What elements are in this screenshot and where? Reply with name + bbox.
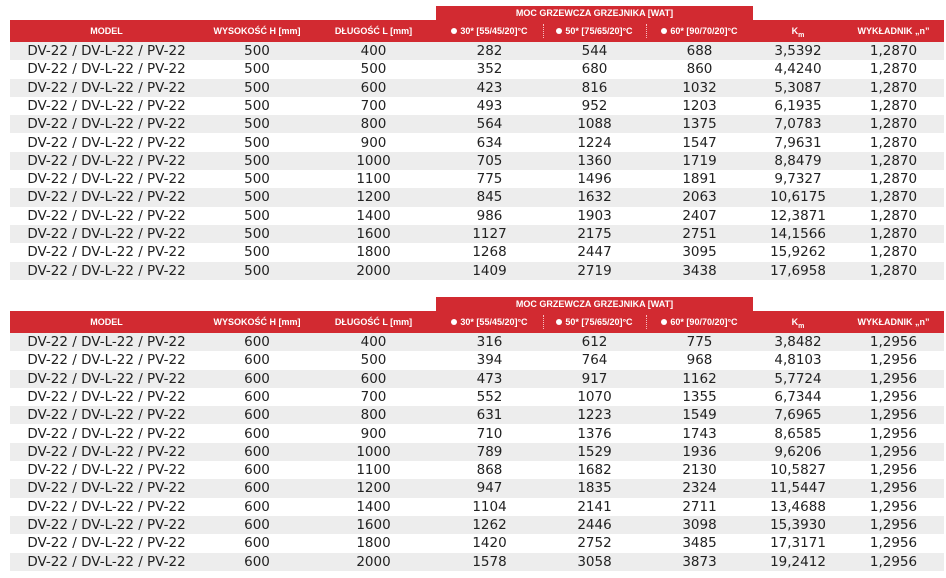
cell-length: 700 xyxy=(360,97,387,114)
cell-height: 500 xyxy=(244,134,270,151)
cell-km: 5,7724 xyxy=(774,370,822,387)
col-model-header: MODEL xyxy=(90,26,123,36)
table-row xyxy=(10,370,944,388)
cell-exponent: 1,2956 xyxy=(869,553,918,570)
cell-power60: 775 xyxy=(686,334,713,350)
bullet-icon xyxy=(556,28,562,34)
cell-km: 7,0783 xyxy=(774,116,822,133)
col-power50-label: 50* [75/65/20]°C xyxy=(565,317,633,327)
radiator-table-600 xyxy=(10,297,944,572)
cell-power30: 1578 xyxy=(472,553,507,570)
cell-exponent: 1,2870 xyxy=(869,189,918,206)
cell-power30: 394 xyxy=(476,352,503,369)
cell-length: 1600 xyxy=(356,517,391,533)
cell-km: 15,3930 xyxy=(770,517,826,533)
cell-power60: 1549 xyxy=(682,407,717,424)
cell-km: 17,6958 xyxy=(770,262,826,279)
table-row xyxy=(10,498,944,516)
cell-power50: 1682 xyxy=(577,462,612,479)
cell-exponent: 1,2956 xyxy=(869,388,918,405)
cell-height: 500 xyxy=(244,171,270,188)
cell-power30: 1262 xyxy=(472,517,507,533)
cell-km: 10,5827 xyxy=(770,462,826,479)
table-row xyxy=(10,42,944,60)
table-row xyxy=(10,406,944,424)
cell-length: 500 xyxy=(360,61,387,78)
cell-power60: 1203 xyxy=(682,97,717,114)
cell-length: 1600 xyxy=(356,226,391,242)
col-height-header: WYSOKOŚĆ H [mm] xyxy=(213,317,301,327)
cell-model: DV-22 / DV-L-22 / PV-22 xyxy=(27,480,186,497)
cell-power30: 1409 xyxy=(472,262,507,279)
col-km-header xyxy=(753,311,843,333)
cell-exponent: 1,2956 xyxy=(869,370,918,387)
cell-exponent: 1,2870 xyxy=(869,226,918,242)
cell-height: 600 xyxy=(244,553,270,570)
cell-length: 1400 xyxy=(356,498,391,515)
cell-model: DV-22 / DV-L-22 / PV-22 xyxy=(27,334,186,350)
cell-height: 600 xyxy=(244,352,270,369)
bullet-icon xyxy=(451,319,457,325)
table-row xyxy=(10,225,944,243)
table-row xyxy=(10,425,944,443)
cell-exponent: 1,2870 xyxy=(869,134,918,151)
col-power50-header xyxy=(543,311,646,333)
cell-exponent: 1,2870 xyxy=(869,207,918,224)
cell-km: 8,6585 xyxy=(774,425,822,442)
cell-model: DV-22 / DV-L-22 / PV-22 xyxy=(27,152,186,169)
cell-height: 600 xyxy=(244,443,270,460)
col-height-header: WYSOKOŚĆ H [mm] xyxy=(213,26,301,36)
cell-model: DV-22 / DV-L-22 / PV-22 xyxy=(27,407,186,424)
cell-power50: 1835 xyxy=(577,480,612,497)
cell-power60: 3873 xyxy=(682,553,717,570)
bullet-icon xyxy=(451,28,457,34)
cell-power50: 1632 xyxy=(577,189,612,206)
cell-height: 500 xyxy=(244,262,270,279)
cell-length: 2000 xyxy=(356,262,391,279)
table-header xyxy=(10,311,944,333)
cell-height: 500 xyxy=(244,43,270,59)
cell-length: 700 xyxy=(360,388,387,405)
cell-exponent: 1,2956 xyxy=(869,517,918,533)
cell-power50: 2719 xyxy=(577,262,612,279)
cell-power60: 1547 xyxy=(682,134,717,151)
table-row xyxy=(10,188,944,206)
cell-power60: 968 xyxy=(686,352,713,369)
radiator-table-500 xyxy=(10,6,944,279)
cell-height: 600 xyxy=(244,462,270,479)
table-header xyxy=(10,20,944,42)
cell-power60: 3095 xyxy=(682,244,717,261)
table-row xyxy=(10,60,944,78)
cell-power60: 3485 xyxy=(682,535,717,552)
cell-power50: 1088 xyxy=(577,116,612,133)
bullet-icon xyxy=(556,319,562,325)
cell-exponent: 1,2956 xyxy=(869,352,918,369)
table-row xyxy=(10,479,944,497)
col-model-header: MODEL xyxy=(90,317,123,327)
table-row xyxy=(10,388,944,406)
cell-length: 1400 xyxy=(356,207,391,224)
cell-length: 1100 xyxy=(356,171,391,188)
cell-height: 500 xyxy=(244,189,270,206)
cell-model: DV-22 / DV-L-22 / PV-22 xyxy=(27,352,186,369)
cell-power30: 1420 xyxy=(472,535,507,552)
cell-height: 600 xyxy=(244,480,270,497)
cell-height: 600 xyxy=(244,535,270,552)
col-power30-header xyxy=(436,20,543,42)
cell-length: 400 xyxy=(360,43,387,59)
cell-model: DV-22 / DV-L-22 / PV-22 xyxy=(27,517,186,533)
cell-km: 4,8103 xyxy=(774,352,822,369)
col-power60-label: 60* [90/70/20]°C xyxy=(670,26,738,36)
table-row xyxy=(10,207,944,225)
cell-power30: 423 xyxy=(476,79,503,96)
cell-length: 1800 xyxy=(356,244,391,261)
cell-power50: 1529 xyxy=(577,443,612,460)
bullet-icon xyxy=(661,319,667,325)
cell-length: 900 xyxy=(360,134,387,151)
cell-model: DV-22 / DV-L-22 / PV-22 xyxy=(27,226,186,242)
cell-power30: 282 xyxy=(476,43,503,59)
table-row xyxy=(10,134,944,152)
cell-exponent: 1,2956 xyxy=(869,425,918,442)
cell-exponent: 1,2870 xyxy=(869,171,918,188)
cell-power30: 710 xyxy=(476,425,503,442)
cell-km: 11,5447 xyxy=(770,480,826,497)
cell-height: 500 xyxy=(244,226,270,242)
cell-km: 14,1566 xyxy=(770,226,826,242)
cell-km: 13,4688 xyxy=(770,498,826,515)
cell-exponent: 1,2956 xyxy=(869,334,918,350)
cell-model: DV-22 / DV-L-22 / PV-22 xyxy=(27,498,186,515)
power-group-header: MOC GRZEWCZA GRZEJNIKA [WAT] xyxy=(436,297,753,311)
cell-power30: 868 xyxy=(476,462,503,479)
cell-model: DV-22 / DV-L-22 / PV-22 xyxy=(27,244,186,261)
cell-exponent: 1,2870 xyxy=(869,262,918,279)
col-length-header: DŁUGOŚĆ L [mm] xyxy=(334,26,413,36)
cell-power60: 860 xyxy=(686,61,713,78)
cell-length: 1000 xyxy=(356,152,391,169)
cell-model: DV-22 / DV-L-22 / PV-22 xyxy=(27,116,186,133)
cell-power50: 2175 xyxy=(577,226,612,242)
cell-length: 400 xyxy=(360,334,387,350)
cell-km: 7,9631 xyxy=(774,134,822,151)
cell-exponent: 1,2870 xyxy=(869,97,918,114)
cell-power60: 3438 xyxy=(682,262,717,279)
col-exponent-header: WYKŁADNIK „n” xyxy=(857,317,930,327)
cell-length: 800 xyxy=(360,116,387,133)
cell-power50: 2752 xyxy=(577,535,612,552)
cell-length: 500 xyxy=(360,352,387,369)
cell-km: 6,1935 xyxy=(774,97,822,114)
cell-exponent: 1,2956 xyxy=(869,480,918,497)
cell-power60: 1743 xyxy=(682,425,717,442)
cell-power60: 1032 xyxy=(682,79,717,96)
col-power30-header xyxy=(436,311,543,333)
cell-power60: 1891 xyxy=(682,171,717,188)
cell-power30: 775 xyxy=(476,171,503,188)
cell-power60: 1375 xyxy=(682,116,717,133)
cell-power50: 2447 xyxy=(577,244,612,261)
table-row xyxy=(10,443,944,461)
col-length-header: DŁUGOŚĆ L [mm] xyxy=(334,317,413,327)
cell-km: 9,6206 xyxy=(774,443,822,460)
cell-power30: 947 xyxy=(476,480,503,497)
cell-power50: 2141 xyxy=(577,498,612,515)
cell-length: 1200 xyxy=(356,480,391,497)
cell-length: 900 xyxy=(360,425,387,442)
cell-power60: 1936 xyxy=(682,443,717,460)
cell-km: 3,8482 xyxy=(774,334,822,350)
cell-model: DV-22 / DV-L-22 / PV-22 xyxy=(27,443,186,460)
cell-exponent: 1,2870 xyxy=(869,152,918,169)
cell-length: 600 xyxy=(360,79,387,96)
cell-height: 600 xyxy=(244,498,270,515)
cell-power30: 634 xyxy=(476,134,503,151)
cell-power50: 764 xyxy=(581,352,608,369)
cell-power30: 1268 xyxy=(472,244,507,261)
cell-length: 1100 xyxy=(356,462,391,479)
cell-power30: 564 xyxy=(476,116,503,133)
cell-power30: 789 xyxy=(476,443,503,460)
cell-power30: 631 xyxy=(476,407,503,424)
cell-power30: 552 xyxy=(476,388,503,405)
cell-height: 600 xyxy=(244,517,270,533)
cell-power50: 1360 xyxy=(577,152,612,169)
cell-power50: 1496 xyxy=(577,171,612,188)
cell-power30: 493 xyxy=(476,97,503,114)
table-row xyxy=(10,262,944,280)
cell-height: 500 xyxy=(244,79,270,96)
km-subscript: m xyxy=(798,322,805,330)
cell-km: 12,3871 xyxy=(770,207,826,224)
table-row xyxy=(10,170,944,188)
cell-exponent: 1,2956 xyxy=(869,535,918,552)
cell-km: 8,8479 xyxy=(774,152,822,169)
cell-height: 600 xyxy=(244,334,270,350)
col-power60-header xyxy=(646,311,753,333)
cell-power60: 2324 xyxy=(682,480,717,497)
cell-power60: 2407 xyxy=(682,207,717,224)
cell-exponent: 1,2956 xyxy=(869,443,918,460)
km-label: K xyxy=(791,26,799,36)
cell-power60: 2711 xyxy=(682,498,717,515)
cell-exponent: 1,2870 xyxy=(869,43,918,59)
cell-km: 7,6965 xyxy=(774,407,822,424)
cell-km: 19,2412 xyxy=(770,553,826,570)
bullet-icon xyxy=(661,28,667,34)
cell-power30: 986 xyxy=(476,207,503,224)
cell-length: 600 xyxy=(360,370,387,387)
cell-power50: 2446 xyxy=(577,517,612,533)
cell-power30: 352 xyxy=(476,61,503,78)
cell-height: 500 xyxy=(244,152,270,169)
cell-power50: 1223 xyxy=(577,407,612,424)
cell-height: 600 xyxy=(244,407,270,424)
table-row xyxy=(10,534,944,552)
cell-height: 500 xyxy=(244,61,270,78)
table-row xyxy=(10,461,944,479)
cell-height: 500 xyxy=(244,244,270,261)
cell-power50: 816 xyxy=(581,79,608,96)
cell-power30: 473 xyxy=(476,370,503,387)
cell-km: 3,5392 xyxy=(774,43,822,59)
cell-power60: 2130 xyxy=(682,462,717,479)
cell-model: DV-22 / DV-L-22 / PV-22 xyxy=(27,388,186,405)
cell-power50: 612 xyxy=(581,334,608,350)
cell-power50: 1376 xyxy=(577,425,612,442)
cell-power30: 1104 xyxy=(472,498,507,515)
cell-power60: 1719 xyxy=(682,152,717,169)
cell-model: DV-22 / DV-L-22 / PV-22 xyxy=(27,171,186,188)
table-row xyxy=(10,351,944,369)
cell-model: DV-22 / DV-L-22 / PV-22 xyxy=(27,535,186,552)
cell-km: 17,3171 xyxy=(770,535,826,552)
cell-model: DV-22 / DV-L-22 / PV-22 xyxy=(27,207,186,224)
cell-km: 10,6175 xyxy=(770,189,826,206)
cell-km: 5,3087 xyxy=(774,79,822,96)
cell-model: DV-22 / DV-L-22 / PV-22 xyxy=(27,370,186,387)
cell-power50: 1070 xyxy=(577,388,612,405)
col-km-header xyxy=(753,20,843,42)
cell-length: 1000 xyxy=(356,443,391,460)
cell-power50: 1903 xyxy=(577,207,612,224)
col-exponent-header: WYKŁADNIK „n” xyxy=(857,26,930,36)
cell-exponent: 1,2870 xyxy=(869,61,918,78)
cell-exponent: 1,2956 xyxy=(869,462,918,479)
cell-model: DV-22 / DV-L-22 / PV-22 xyxy=(27,189,186,206)
cell-model: DV-22 / DV-L-22 / PV-22 xyxy=(27,134,186,151)
cell-power30: 1127 xyxy=(472,226,507,242)
cell-model: DV-22 / DV-L-22 / PV-22 xyxy=(27,43,186,59)
table-row xyxy=(10,553,944,571)
col-power60-header xyxy=(646,20,753,42)
cell-power60: 2751 xyxy=(682,226,717,242)
cell-km: 6,7344 xyxy=(774,388,822,405)
cell-exponent: 1,2870 xyxy=(869,244,918,261)
cell-length: 1200 xyxy=(356,189,391,206)
km-subscript: m xyxy=(798,31,805,39)
cell-power50: 544 xyxy=(581,43,608,59)
cell-model: DV-22 / DV-L-22 / PV-22 xyxy=(27,79,186,96)
cell-power50: 3058 xyxy=(577,553,612,570)
cell-height: 600 xyxy=(244,425,270,442)
cell-model: DV-22 / DV-L-22 / PV-22 xyxy=(27,425,186,442)
cell-power50: 917 xyxy=(581,370,608,387)
cell-power30: 845 xyxy=(476,189,503,206)
cell-power60: 3098 xyxy=(682,517,717,533)
cell-exponent: 1,2870 xyxy=(869,79,918,96)
table-row xyxy=(10,152,944,170)
cell-power30: 316 xyxy=(476,334,503,350)
cell-power60: 688 xyxy=(686,43,713,59)
power-group-header: MOC GRZEWCZA GRZEJNIKA [WAT] xyxy=(436,6,753,20)
cell-height: 500 xyxy=(244,116,270,133)
cell-km: 9,7327 xyxy=(774,171,822,188)
cell-power60: 1355 xyxy=(682,388,717,405)
cell-model: DV-22 / DV-L-22 / PV-22 xyxy=(27,462,186,479)
table-row xyxy=(10,243,944,261)
cell-model: DV-22 / DV-L-22 / PV-22 xyxy=(27,97,186,114)
cell-power50: 952 xyxy=(581,97,608,114)
cell-model: DV-22 / DV-L-22 / PV-22 xyxy=(27,553,186,570)
cell-power50: 1224 xyxy=(577,134,612,151)
cell-height: 600 xyxy=(244,370,270,387)
cell-model: DV-22 / DV-L-22 / PV-22 xyxy=(27,262,186,279)
table-row xyxy=(10,516,944,534)
table-row xyxy=(10,333,944,351)
cell-height: 600 xyxy=(244,388,270,405)
cell-km: 4,4240 xyxy=(774,61,822,78)
cell-exponent: 1,2956 xyxy=(869,498,918,515)
cell-power30: 705 xyxy=(476,152,503,169)
km-label: K xyxy=(791,317,799,327)
col-power50-header xyxy=(543,20,646,42)
cell-power60: 1162 xyxy=(682,370,717,387)
cell-km: 15,9262 xyxy=(770,244,826,261)
cell-height: 500 xyxy=(244,207,270,224)
cell-power60: 2063 xyxy=(682,189,717,206)
col-power30-label: 30* [55/45/20]°C xyxy=(460,317,528,327)
table-row xyxy=(10,115,944,133)
cell-model: DV-22 / DV-L-22 / PV-22 xyxy=(27,61,186,78)
col-power50-label: 50* [75/65/20]°C xyxy=(565,26,633,36)
cell-length: 2000 xyxy=(356,553,391,570)
cell-length: 800 xyxy=(360,407,387,424)
table-row xyxy=(10,97,944,115)
cell-power50: 680 xyxy=(581,61,608,78)
cell-height: 500 xyxy=(244,97,270,114)
cell-exponent: 1,2870 xyxy=(869,116,918,133)
cell-exponent: 1,2956 xyxy=(869,407,918,424)
table-row xyxy=(10,79,944,97)
col-power60-label: 60* [90/70/20]°C xyxy=(670,317,738,327)
cell-length: 1800 xyxy=(356,535,391,552)
col-power30-label: 30* [55/45/20]°C xyxy=(460,26,528,36)
